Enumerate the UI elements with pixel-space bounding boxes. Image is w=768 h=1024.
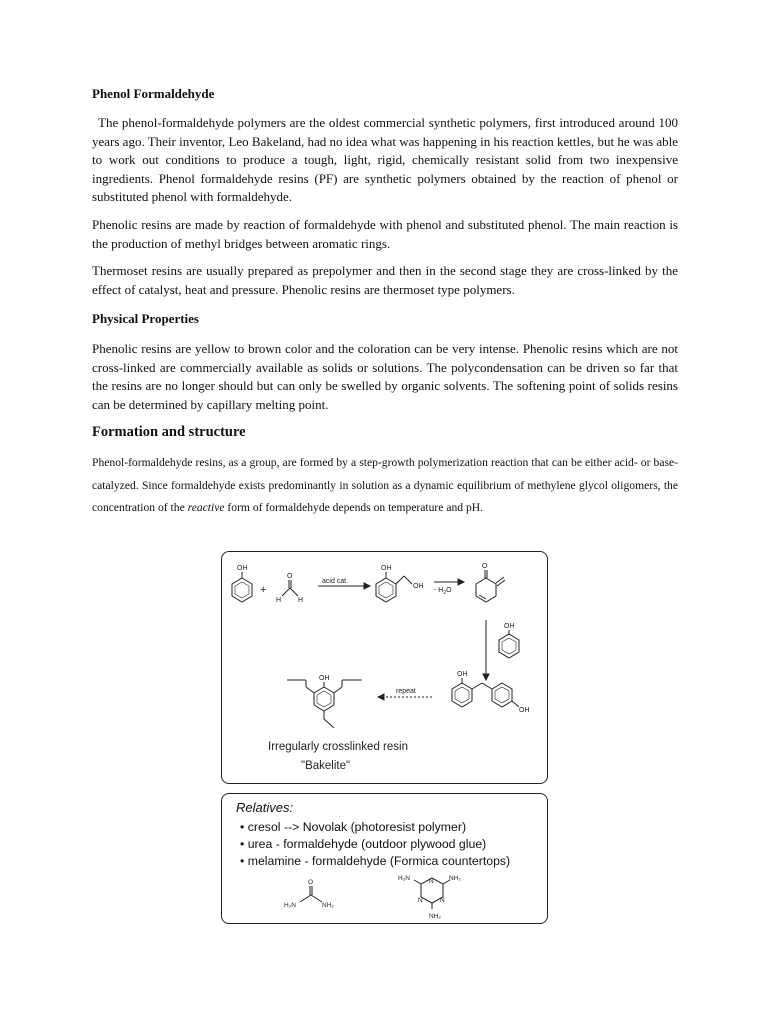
label-urea-nh2: NH₂ [322, 902, 334, 909]
relative-item-melamine: • melamine - formaldehyde (Formica countertops) [240, 854, 511, 868]
relative-item-cresol: • cresol --> Novolak (photoresist polymer) [240, 820, 467, 834]
label-h-left: H [276, 597, 282, 604]
label-melamine-nh2-bottom: NH₂ [429, 913, 441, 920]
paragraph-physical-properties: Phenolic resins are yellow to brown color and the coloration can be very intense. Phenolic resins which are not cross-linked are commercially available as solids or solutions. The polycondensation can be driven so far that the resins are no longer should but can only be swelled by organic solvents. The softening point of solids resins can be determined by capillary melting point. [92, 341, 678, 412]
caption-bakelite: "Bakelite" [301, 760, 351, 772]
label-oh-phenol2: OH [504, 623, 515, 630]
label-minus-h2o: - $H_2O$ [434, 587, 452, 596]
label-oh-phenol: OH [237, 565, 248, 572]
reaction-scheme-drawing [222, 552, 547, 783]
label-melamine-n-right: N [440, 897, 445, 904]
label-melamine-h2n: H₂N [398, 875, 410, 882]
label-o-formaldehyde: O [287, 573, 293, 580]
label-oh-methylol: OH [413, 583, 424, 590]
label-o-quinone: O [482, 563, 488, 570]
label-melamine-n-left: N [418, 897, 423, 904]
label-melamine-n-top: N [429, 878, 434, 885]
paragraph-thermoset: Thermoset resins are usually prepared as prepolymer and then in the second stage they are cross-linked by the effect of catalyst, heat and pressure. Phenolic resins are thermoset type polymers. [92, 263, 678, 297]
label-oh-bisphenol-para: OH [519, 707, 530, 714]
paragraph-reaction: Phenolic resins are made by reaction of formaldehyde with phenol and substituted phenol. The main reaction is the production of methyl bridges between aromatic rings. [92, 217, 678, 251]
emphasis-reactive: reactive [187, 501, 225, 514]
label-urea-h2n: H₂N [284, 902, 296, 909]
label-oh-bisphenol: OH [457, 671, 468, 678]
heading-formation-structure: Formation and structure [92, 424, 246, 440]
heading-phenol-formaldehyde: Phenol Formaldehyde [92, 86, 215, 101]
paragraph-intro: The phenol-formaldehyde polymers are the oldest commercial synthetic polymers, first introduced around 100 years ago. Their inventor, Leo Bakeland, had no idea what was happening in his reaction kettles, but he was able to work out conditions to produce a tough, light, rigid, chemically resistant solid from two inexpensive ingredients. Phenol formaldehyde resins (PF) are synthetic polymers obtained by the reaction of phenol or substituted phenol with formaldehyde. [92, 115, 678, 204]
heading-physical-properties: Physical Properties [92, 311, 199, 326]
label-urea-o: O [308, 879, 314, 886]
relatives-title: Relatives: [236, 800, 294, 815]
label-oh-hydroxymethyl: OH [381, 565, 392, 572]
label-plus: + [260, 584, 267, 596]
relatives-figure [221, 793, 548, 924]
label-melamine-nh2: NH₂ [449, 875, 461, 882]
label-h-right: H [298, 597, 304, 604]
caption-crosslinked-resin: Irregularly crosslinked resin [268, 741, 408, 753]
relative-item-urea: • urea - formaldehyde (outdoor plywood glue) [240, 837, 487, 851]
relatives-structures [222, 794, 547, 923]
paragraph-formation: Phenol-formaldehyde resins, as a group, are formed by a step-growth polymerization reaction that can be either acid- or base-catalyzed. Since formaldehyde exists predominantly in solution as a dynamic equilibrium of methylene glycol oligomers, the concentration of the reactive form of formaldehyde depends on temperature and pH. [92, 456, 678, 514]
reaction-scheme-figure [221, 551, 548, 784]
label-acid-cat: acid cat. [322, 578, 349, 585]
label-oh-resin: OH [319, 675, 330, 682]
label-repeat: repeat [396, 688, 416, 695]
